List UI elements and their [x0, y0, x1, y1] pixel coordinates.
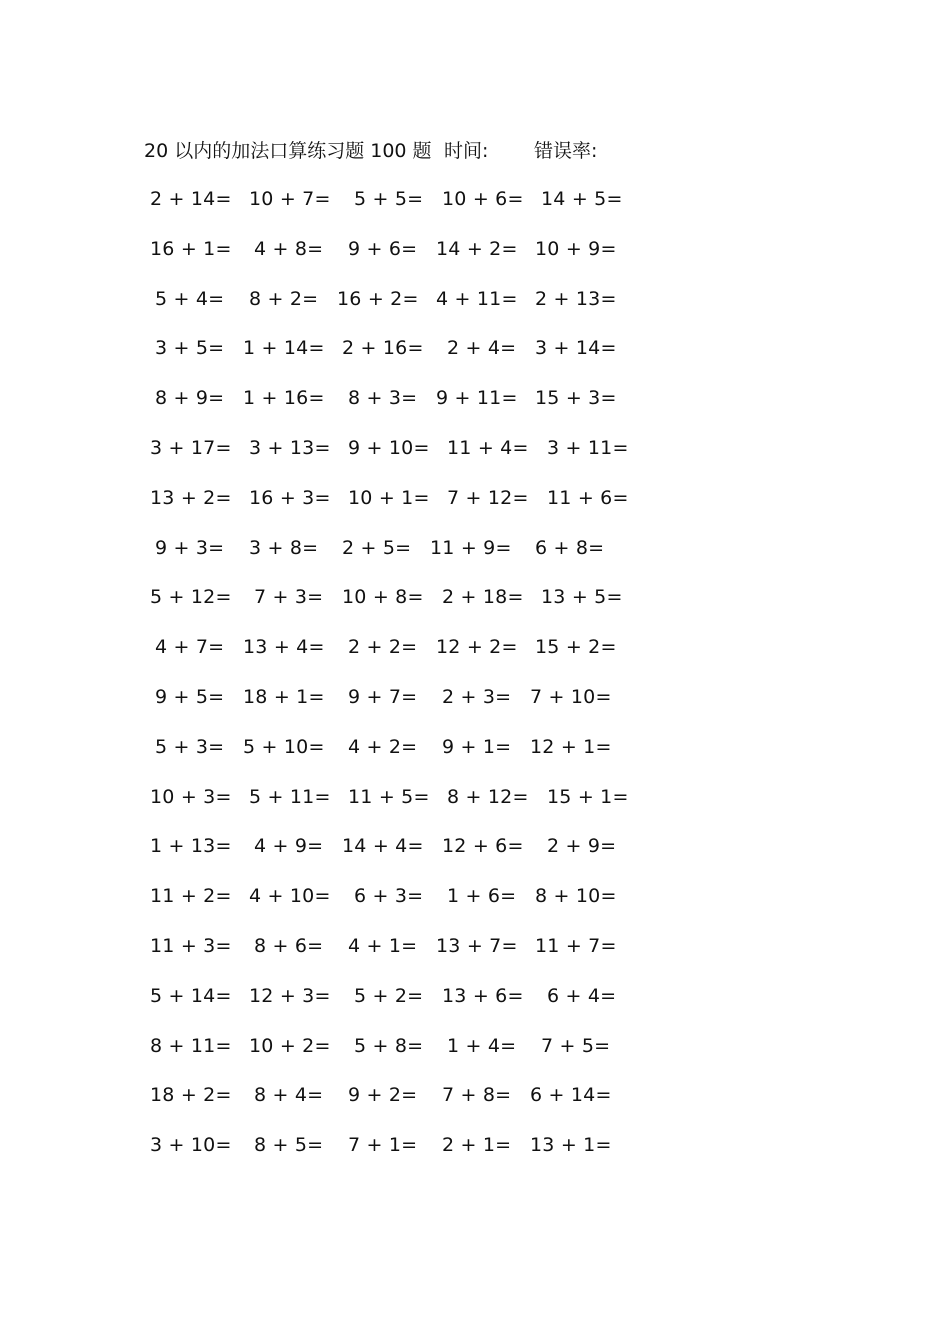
problem-r15-c5: 8 + 10= [535, 885, 617, 907]
problem-r16-c1: 11 + 3= [150, 935, 232, 957]
problem-r18-c4: 1 + 4= [447, 1035, 517, 1057]
problem-r20-c1: 3 + 10= [150, 1134, 232, 1156]
problem-r14-c1: 1 + 13= [150, 835, 232, 857]
problem-r1-c1: 2 + 14= [150, 188, 232, 210]
problem-r20-c2: 8 + 5= [254, 1134, 324, 1156]
problem-r19-c1: 18 + 2= [150, 1084, 232, 1106]
problem-r12-c4: 9 + 1= [442, 736, 512, 758]
problem-r5-c5: 15 + 3= [535, 387, 617, 409]
problem-r18-c1: 8 + 11= [150, 1035, 232, 1057]
problem-r8-c4: 11 + 9= [430, 537, 512, 559]
problem-r8-c2: 3 + 8= [249, 537, 319, 559]
problem-r12-c5: 12 + 1= [530, 736, 612, 758]
time-label: 时间: [444, 140, 489, 162]
problem-r2-c3: 9 + 6= [348, 238, 418, 260]
problem-r3-c5: 2 + 13= [535, 288, 617, 310]
problem-r7-c3: 10 + 1= [348, 487, 430, 509]
problem-r9-c2: 7 + 3= [254, 586, 324, 608]
worksheet-title: 20 以内的加法口算练习题 100 题 [144, 140, 432, 162]
problem-r16-c3: 4 + 1= [348, 935, 418, 957]
problem-r8-c5: 6 + 8= [535, 537, 605, 559]
problem-r1-c5: 14 + 5= [541, 188, 623, 210]
problem-r1-c2: 10 + 7= [249, 188, 331, 210]
problem-r1-c4: 10 + 6= [442, 188, 524, 210]
problem-r15-c4: 1 + 6= [447, 885, 517, 907]
problem-r4-c2: 1 + 14= [243, 337, 325, 359]
problem-r16-c5: 11 + 7= [535, 935, 617, 957]
problem-r15-c2: 4 + 10= [249, 885, 331, 907]
problem-r4-c1: 3 + 5= [155, 337, 225, 359]
problem-r9-c4: 2 + 18= [442, 586, 524, 608]
problem-r5-c3: 8 + 3= [348, 387, 418, 409]
problem-r7-c5: 11 + 6= [547, 487, 629, 509]
problem-r15-c3: 6 + 3= [354, 885, 424, 907]
problem-r13-c4: 8 + 12= [447, 786, 529, 808]
problem-r14-c3: 14 + 4= [342, 835, 424, 857]
problem-r14-c5: 2 + 9= [547, 835, 617, 857]
problem-r3-c4: 4 + 11= [436, 288, 518, 310]
problem-r16-c2: 8 + 6= [254, 935, 324, 957]
problem-r11-c3: 9 + 7= [348, 686, 418, 708]
problem-r10-c4: 12 + 2= [436, 636, 518, 658]
problem-r19-c4: 7 + 8= [442, 1084, 512, 1106]
problem-r3-c2: 8 + 2= [249, 288, 319, 310]
problem-r11-c1: 9 + 5= [155, 686, 225, 708]
problem-r2-c1: 16 + 1= [150, 238, 232, 260]
problem-r19-c3: 9 + 2= [348, 1084, 418, 1106]
problem-r10-c3: 2 + 2= [348, 636, 418, 658]
problem-r13-c5: 15 + 1= [547, 786, 629, 808]
problem-r17-c5: 6 + 4= [547, 985, 617, 1007]
problem-r13-c2: 5 + 11= [249, 786, 331, 808]
problem-r6-c3: 9 + 10= [348, 437, 430, 459]
problem-r6-c1: 3 + 17= [150, 437, 232, 459]
problem-r19-c2: 8 + 4= [254, 1084, 324, 1106]
problem-r9-c1: 5 + 12= [150, 586, 232, 608]
problem-r18-c3: 5 + 8= [354, 1035, 424, 1057]
problem-r10-c1: 4 + 7= [155, 636, 225, 658]
problem-r14-c2: 4 + 9= [254, 835, 324, 857]
problem-r9-c3: 10 + 8= [342, 586, 424, 608]
problem-r2-c5: 10 + 9= [535, 238, 617, 260]
problem-r20-c4: 2 + 1= [442, 1134, 512, 1156]
problem-r4-c5: 3 + 14= [535, 337, 617, 359]
problem-r3-c1: 5 + 4= [155, 288, 225, 310]
problem-r6-c2: 3 + 13= [249, 437, 331, 459]
problem-r1-c3: 5 + 5= [354, 188, 424, 210]
problem-r12-c3: 4 + 2= [348, 736, 418, 758]
problem-r18-c2: 10 + 2= [249, 1035, 331, 1057]
problem-r12-c1: 5 + 3= [155, 736, 225, 758]
problem-r3-c3: 16 + 2= [337, 288, 419, 310]
problem-r17-c1: 5 + 14= [150, 985, 232, 1007]
problem-r10-c5: 15 + 2= [535, 636, 617, 658]
problem-r13-c3: 11 + 5= [348, 786, 430, 808]
problem-r2-c2: 4 + 8= [254, 238, 324, 260]
problem-r6-c5: 3 + 11= [547, 437, 629, 459]
problem-r10-c2: 13 + 4= [243, 636, 325, 658]
problem-r16-c4: 13 + 7= [436, 935, 518, 957]
problem-r5-c1: 8 + 9= [155, 387, 225, 409]
problem-r5-c2: 1 + 16= [243, 387, 325, 409]
problem-r17-c4: 13 + 6= [442, 985, 524, 1007]
problem-r20-c5: 13 + 1= [530, 1134, 612, 1156]
problem-r7-c2: 16 + 3= [249, 487, 331, 509]
problem-r14-c4: 12 + 6= [442, 835, 524, 857]
problem-r11-c5: 7 + 10= [530, 686, 612, 708]
problem-r5-c4: 9 + 11= [436, 387, 518, 409]
problem-r9-c5: 13 + 5= [541, 586, 623, 608]
problem-r2-c4: 14 + 2= [436, 238, 518, 260]
problem-r6-c4: 11 + 4= [447, 437, 529, 459]
error-rate-label: 错误率: [534, 140, 598, 162]
problem-r20-c3: 7 + 1= [348, 1134, 418, 1156]
problem-r13-c1: 10 + 3= [150, 786, 232, 808]
problem-r4-c3: 2 + 16= [342, 337, 424, 359]
problem-r8-c1: 9 + 3= [155, 537, 225, 559]
problem-r12-c2: 5 + 10= [243, 736, 325, 758]
problem-r18-c5: 7 + 5= [541, 1035, 611, 1057]
problem-r19-c5: 6 + 14= [530, 1084, 612, 1106]
problem-r8-c3: 2 + 5= [342, 537, 412, 559]
problem-r4-c4: 2 + 4= [447, 337, 517, 359]
problem-r7-c1: 13 + 2= [150, 487, 232, 509]
problem-r17-c2: 12 + 3= [249, 985, 331, 1007]
problem-r17-c3: 5 + 2= [354, 985, 424, 1007]
problem-r7-c4: 7 + 12= [447, 487, 529, 509]
problem-r11-c4: 2 + 3= [442, 686, 512, 708]
problem-r15-c1: 11 + 2= [150, 885, 232, 907]
problem-r11-c2: 18 + 1= [243, 686, 325, 708]
